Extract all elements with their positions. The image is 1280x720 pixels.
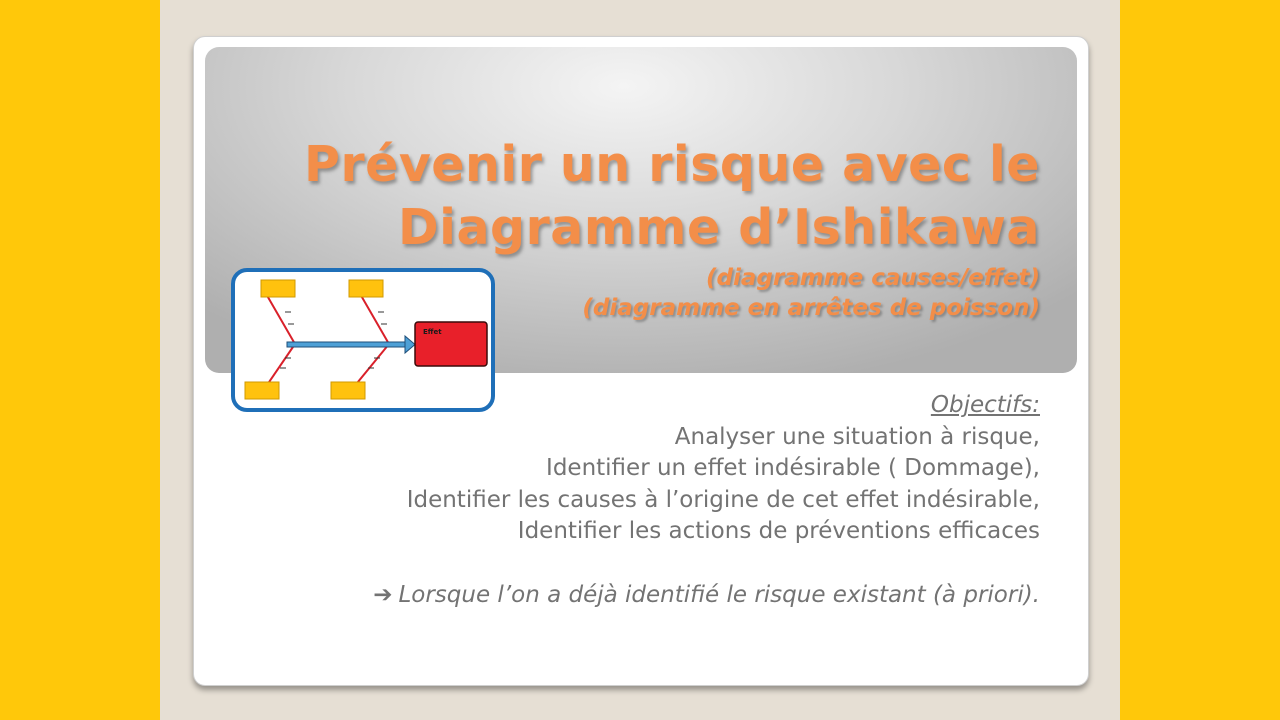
conclusion-text: Lorsque l’on a déjà identifié le risque existant (à priori). — [398, 581, 1040, 608]
cause-box-top-left — [261, 280, 295, 297]
cause-box-top-right — [349, 280, 383, 297]
effect-label: Effet — [423, 328, 442, 336]
spacer — [240, 548, 1040, 580]
objectives-block — [240, 390, 1040, 611]
bone-bottom-left — [265, 344, 295, 388]
title-line-2: Diagramme d’Ishikawa — [398, 199, 1040, 256]
fishbone-diagram-icon — [235, 272, 491, 408]
bone-bottom-right — [353, 344, 389, 388]
slide — [193, 36, 1089, 686]
objective-item-2: Identifier un effet indésirable ( Dommage), — [546, 455, 1040, 481]
arrow-right-icon: ➔ — [373, 581, 393, 608]
subtitle-line-1: (diagramme causes/effet) — [705, 265, 1040, 291]
subtitle-line-2: (diagramme en arrêtes de poisson) — [582, 295, 1040, 321]
objective-item-4: Identifier les actions de préventions efficaces — [517, 518, 1040, 544]
bone-top-left — [265, 292, 295, 344]
conclusion-line — [240, 580, 1040, 612]
bone-top-right — [359, 292, 389, 344]
slide-title — [220, 133, 1040, 259]
spine — [287, 342, 407, 347]
spine-arrowhead — [405, 336, 415, 353]
bone-ticks — [280, 312, 387, 368]
objectives-heading: Objectifs: — [930, 392, 1040, 418]
objective-item-1: Analyser une situation à risque, — [674, 423, 1040, 450]
objective-item-3: Identifier les causes à l’origine de cet effet indésirable, — [406, 486, 1040, 513]
title-line-1: Prévenir un risque avec le — [304, 136, 1040, 193]
